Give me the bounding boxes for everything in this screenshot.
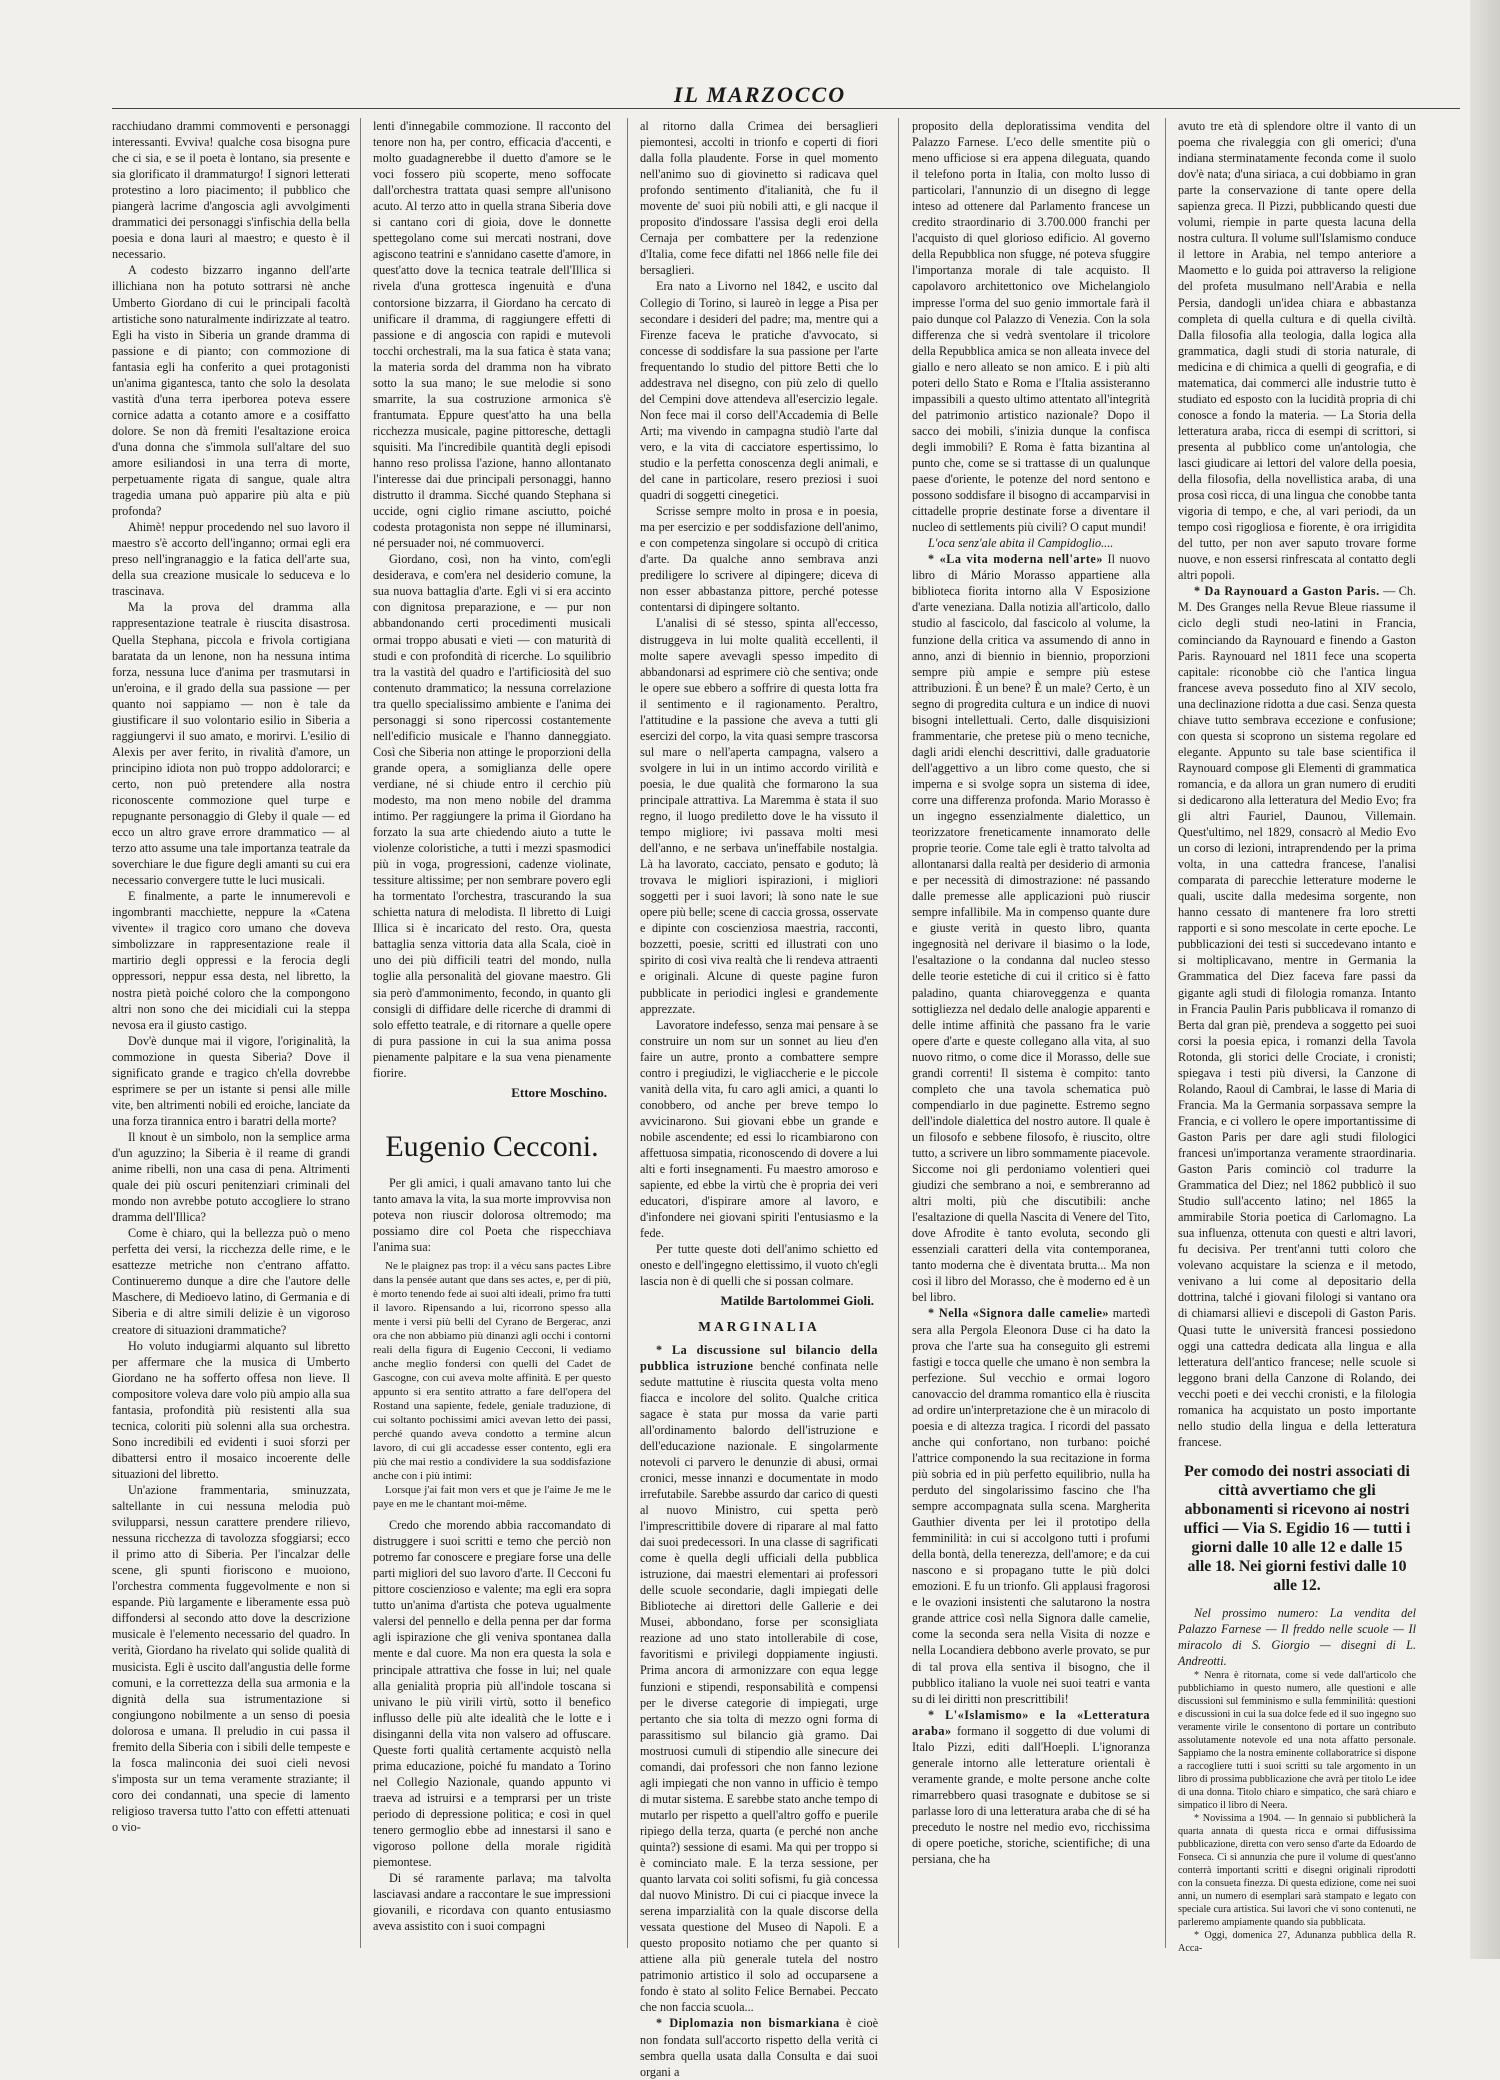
masthead: IL MARZOCCO [673,82,847,107]
note: * Novissima a 1904. — In gennaio si pubblicherà la quarta annata di questa ricca e ormai diffusissima pubblicazione, diretta con vero senso d'arte da Edoardo de Fonseca. Ci si annunzia che pure il volume di quest'anno conterrà importanti scritti e disegni originali riprodotti con la consueta finezza. Di questa edizione, come nei suoi anni, un numero di esemplari sarà stampato e legato con speciale cura artistica. Sui lavori che vi sono contenuti, ne parleremo ampiamente quando sia pubblicata. [1178,1813,1416,1929]
paragraph: Credo che morendo abbia raccomandato di distruggere i suoi scritti e temo che perciò non potremo far conoscere e pregiare forse una delle parti migliori del suo lavoro d'arte. Il Cecconi fu pittore coscienzioso e valente; ma egli era sopra tutto un'anima d'artista che poteva ugualmente valersi del pennello e della penna per dar forma agli ispirazione che gli veniva spontanea dalla mente e dal cuore. Ma non era questa la sola e principale attrattiva che fosse in lui; nel quale alla genialità propria più all'indole toscana si univano le più virili virtù, sotto il benefico influsso delle più alte idealità che le lotte e i disinganni della vita non valsero ad offuscare. Queste forti qualità certamente acquistò nella prima educazione, poiché fu mandato a Torino nel Collegio Nazionale, quando appunto vi traeva ad istruirsi e a temprarsi per un triste periodo di depressione politica; e così in quel tenero germoglio ebbe ad innestarsi il sano e vigoroso pollone della morale rigidità piemontese. [373,1518,611,1870]
column-4 [912,118,1150,1867]
item-text: — Ch. M. Des Granges nella Revue Bleue riassume il ciclo degli studi neo-latini in Francia, cominciando da Raynouard e finendo a Gaston Paris. Raynouard nel 1811 fece una scoperta capitale: riconobbe ciò che l'antica lingua francese aveva posseduto fino al XIV secolo, una declinazione ridotta a due casi. Senza questa chiave tutto sembrava eccezione e confusione; con questa si scoprono un sistema regolare ed elegante. Appunto su tale base scientifica il Raynouard compose gli Elementi di grammatica romancia, e da allora un gran numero di eruditi si dedicarono alla letteratura del Medio Evo; fra gli altri Fauriel, Daunou, Villemain. Quest'ultimo, nel 1829, consacrò al Medio Evo un corso di lezioni, intraprendendo per la prima volta, in una cattedra francese, l'analisi comparata di parecchie letterature moderne le quali, uscite dalla medesima sorgente, non hanno cessato di mantenere fra loro stretti rapporti e si sono mescolate in certe epoche. Le pubblicazioni dei testi si succedevano intanto e si moltiplicavano, mentre in Germania la Grammatica del Diez faceva fare passi da gigante agli studi di filologia romanza. Intanto in Francia Paulin Paris pubblicava il romanzo di Berta dal gran piè, prendeva a soggetto pei suoi corsi la poesia epica, i romanzi della Tavola Rotonda, gli storici delle Crociate, i cronisti; spiegava i testi più diversi, la Canzone di Rolando, Raoul di Cambrai, le lasse di Maria di Francia. Ma la Germania sorpassava sempre la Francia, e ci vollero le opere importantissime di Gaston Paris per dare agli studi filologici francesi un'importanza veramente straordinaria. Gaston Paris cominciò col tradurre la Grammatica del Diez; nel 1862 pubblicò il suo Studio sull'accento latino; nel 1865 la ammirabile Storia poetica di Carlomagno. La sua influenza, ottenuta con questi e altri lavori, fu decisiva. Per trent'anni tutti coloro che volevano acquistare la scienza e il metodo, venivano a lui come al depositario della dottrina, talché i giovani filologi si vantano ora di chiamarsi allievi e discepoli di Gaston Paris. Quasi tutte le università francesi possiedono oggi una cattedra dedicata alla lingua e alla letteratura dell'antico francese; nelle scuole si leggono brani della Canzone di Rolando, dei vecchi poeti e dei vecchi cronisti, e la filologia romanica ha acquistato un posto importante nello studio della lingua e della letteratura francese. [1178,584,1417,1449]
header-rule [112,108,1460,109]
paragraph: Scrisse sempre molto in prosa e in poesia, ma per esercizio e per soddisfazione dell'animo, e con competenza singolare si occupò di critica d'arte. Da qualche anno sembrava anzi prediligere lo scrivere al dipingere; diceva di non esser abbastanza pittore, perché potesse contentarsi di dipingere soltanto. [640,504,878,615]
paragraph: A codesto bizzarro inganno dell'arte illichiana non ha potuto sottrarsi nè anche Umberto Giordano di cui le principali facoltà artistiche sono naturalmente indirizzate al teatro. Egli ha visto in Siberia un grande dramma di passione e di pianto; con commozione di fantasia egli ha conferito a quei protagonisti un'anima gigantesca, tanto che solo la desolata vastità d'una terra iperborea poteva essere cornice adatta a cotanto amore e a cosiffatto dolore. Se non dà fremiti l'esaltazione eroica d'una donna che s'immola sull'altare del suo amore esiliandosi in una terra di morte, perpetuamente rigata di sangue, quale altra tragedia umana può apparire più alta e più profonda? [112,263,350,519]
column-1 [112,118,350,1946]
item-heading: * «La vita moderna nell'arte» [928,552,1103,567]
obituary-title: Eugenio Cecconi. [385,1129,599,1163]
column-divider [627,118,628,1948]
item-text: Il nuovo libro di Mário Morasso appartiene alla biblioteca fiorita intorno alla V Esposizione d'arte veneziana. Dalla notizia all'articolo, dallo studio al fascicolo, dal fascicolo al volume, la funzione della critica va assumendo di anno in anno, anzi di biennio in biennio, proporzioni sempre più ampie e sempre più estese attribuzioni. È un bene? È un male? Certo, è un segno di progredita cultura e un indice di nuovi bisogni intellettuali. Certo, dalle disquisizioni frammentarie, che pretese più o meno tecniche, dagli aridi elenchi descrittivi, dalle graduatorie dell'aggettivo a un libro come questo, che si imperna e si svolge sopra un sistema di idee, corre una differenza profonda. Mario Morasso è un ingegno essenzialmente dialettico, un teorizzatore freneticamente innamorato delle proprie teorie. Come tale egli è tratto talvolta ad allontanarsi dalla realtà per desiderio di armonia e per necessità di dimostrazione: né passando dalle premesse alle applicazioni può riuscir sempre infallibile. Ma in compenso quante dure e giuste verità in questo libro, quanta ingegnosità nel derivare il biasimo o la lode, l'esaltazione o la condanna dal nucleo stesso delle teorie estetiche di cui il critico si è fatto paladino, quanta chiaroveggenza e quanta sottigliezza nel dedalo delle analogie apparenti e delle intime affinità che passano fra le varie opere d'arte e queste collegano alla vita, al suo nuovo ritmo, o come dice il Morasso, delle sue grandi correnti! Il sistema è compito: tanto completo che una tavola schematica può compendiarlo in due paginette. Estremo segno dell'indole dialettica del nostro autore. Il quale è un filosofo e sebbene filosofo, è riuscito, oltre tutto, a scrivere un libro sommamente piacevole. Siccome noi gli perdoniamo volentieri quei giudizi che sembrano a noi, e sembreranno ad altri molti, più che discutibili: anche l'esaltazione di quella Nascita di Venere del Tito, dove Afrodite è tanto evoluta, secondo gli essenziali caratteri della vita contemporanea, tanto moderna che è diventata brutta... Ma non così il libro del Morasso, che è moderno ed è un bel libro. [912,552,1151,1305]
paragraph: Dov'è dunque mai il vigore, l'originalità, la commozione in questa Siberia? Dove il significato grande e tragico ch'ella dovrebbe esprimere se per un istante si pensi alle mille vite, ben altrimenti nobili ed eroiche, lanciate da una forza tirannica entro i baratri della morte? [112,1033,350,1128]
paragraph: avuto tre età di splendore oltre il vanto di un poema che rivaleggia con gli omerici; d'una indiana sterminatamente feconda come il suolo dov'è nata; d'una siriaca, a cui dobbiamo in gran parte la conservazione di tante opere della sapienza greca. Il Pizzi, pubblicando questi due volumi, riempie in parte questa lacuna della nostra cultura. Il volume sull'Islamismo conduce il lettore in Arabia, nel tempo anteriore a Maometto e lo guida poi attraverso la religione del profeta musulmano nell'Arabia e nella Persia, dandogli un'idea chiara e abbastanza completa di quella cultura e di quella civiltà. Dalla filosofia alla teologia, dalla logica alla grammatica, dagli studi di storia naturale, di medicina e di chimica a quelli di geografia, e di matematica, dai commerci alle industrie tutto è studiato ed esposto con la lucidità propria di chi conosce a fondo la materia. — La Storia della letteratura araba, ricca di esempi di scrittori, si presenta al pubblico come un'antologia, che lasci giudicare ai lettori del valore della poesia, della filosofia, della novellistica araba, di una prosa così ricca, di una lingua che conobbe tanta vigoria di tempo, e che, al vari periodi, da un tempo così rigogliosa e fiorente, è ora irrigidita del tutto, per non aver saputo trovare forme nuove, e non essersi rinfrescata al contatto degli altri popoli. [1178,119,1416,583]
section-title: MARGINALIA [698,1319,820,1335]
page-fold-shadow [1470,0,1500,1959]
article-signature: Ettore Moschino. [511,1084,607,1100]
paragraph: Per gli amici, i quali amavano tanto lui che tanto amava la vita, la sua morte improvvisa non poteva non riuscir dolorosa oltremodo; ma possiamo dire col Poeta che rispecchiava l'anima sua: [373,1175,611,1255]
item-heading: * L'«Islamismo» e la «Letteratura araba» [912,1707,1150,1738]
paragraph: Giordano, così, non ha vinto, com'egli desiderava, e com'era nel desiderio comune, la sua nuova battaglia d'arte. Egli vi si era accinto con dignitosa preparazione, e — pur non abbandonando certi procedimenti musicali ormai troppo abusati e vieti — con maturità di studi e con profondità di ricerche. Lo squilibrio tra la vastità del quadro e l'artificiosità del suo contenuto drammatico; la nessuna correlazione tra quello specialissimo ambiente e l'anima dei personaggi si sono ripercossi costantemente nell'edificio musicale e l'hanno danneggiato. Così che Siberia non attinge le proporzioni della grande opera, a somiglianza delle opere verdiane, né si chiude entro il cerchio più modesto, ma non meno nobile del dramma intimo. Per raggiungere la prima il Giordano ha forzato la sua arte chiedendo aiuto a tutte le violenze coloristiche, a tutti i mezzi spasmodici più in voga, progressioni, cadenze violinate, tessiture altissime; per non sembrare povero egli ha tormentato l'orchestra, trascurando la sua schietta natura di melodista. Il libretto di Luigi Illica si è incaricato del resto. Ora, questa battaglia senza vittoria data alla Scala, cioè in uno dei più difficili teatri del mondo, nulla toglie alla personalità del giovane maestro. Gli sia però d'ammonimento, fecondo, in quanto gli consigli di diffidare delle ricerche di drammi di solo effetto teatrale, e di ritornare a quelle opere di pura passione in cui la sua anima possa pienamente palpitare e la sua vena pienamente fiorire. [373,552,611,1080]
quote-text: Ne le plaignez pas trop: il a vécu sans pactes Libre dans la pensée autant que dans ses actes, e, per di più, è morto tenendo fede ai suoi alti ideali, primo fra tutti il lavoro. Ripensando a lui, ricorrono spesso alla mente i versi più belli del Cyrano de Bergerac, anzi ora che non abbiamo più dinanzi agli occhi i contorni reali della figura di Eugenio Cecconi, li vediamo anche meglio fondersi con quelli del Cadet de Gascogne, con cui aveva molte affinità. E per questo appunto si era sentito attratto a fare dell'opera del Rostand una sapiente, fedele, geniale traduzione, di cui soltanto pochissimi amici avevan letto dei passi, perché quando aveva condotto a termine alcun lavoro, di cui gli accadesse esser contento, egli era più che mai restio a condividere la sua soddisfazione anche con i più intimi: [373,1260,611,1483]
quote-text: Lorsque j'ai fait mon vers et que je l'aime Je me le paye en me le chantant moi-même. [373,1484,611,1511]
column-divider [360,118,361,1948]
item-heading: * La discussione sul bilancio della pubblica istruzione [640,1342,878,1373]
item-heading: * Nella «Signora dalle camelie» [928,1306,1109,1321]
paragraph: Come è chiaro, qui la bellezza può o meno perfetta dei versi, la ricchezza delle rime, e le esattezze metriche non c'entrano affatto. Continueremo dunque a dire che l'autore delle Maschere, di Medioevo latino, di Germania e di Siberia e di altre simili delizie è un vigoroso creatore di situazioni drammatiche? [112,1226,350,1337]
paragraph: Lavoratore indefesso, senza mai pensare à se construire un nom sur un sonnet au lieu d'en faire un autre, pronto a combattere sempre contro i pregiudizi, le vigliaccherie e le piccole vanità della vita, fu caro agli amici, a quanti lo conobbero, od anche per breve tempo lo avvicinarono. Sui giovani ebbe un grande e nobile ascendente; ed essi lo ricambiarono con affettuosa simpatia, riconoscendo di dovere a lui alti e forti insegnamenti. Fu maestro amoroso e sapiente, ed ebbe la virtù che è propria dei veri educatori, d'ispirare amore al lavoro, e d'infondere nei giovani spiriti l'entusiasmo e la fede. [640,1017,878,1241]
note: * Oggi, domenica 27, Adunanza pubblica della R. Acca- [1178,1930,1416,1955]
item-heading: * Diplomazia non bismarkiana [656,2016,840,2031]
quotation [373,1259,611,1511]
paragraph: L'analisi di sé stesso, spinta all'eccesso, distruggeva in lui molte qualità eccellenti, il molte sapere avevagli spesso impedito di abbandonarsi ad esprimere ciò che sentiva; onde le opere sue ebbero a soffrire di questa lotta fra il sentimento e il ragionamento. Peraltro, l'attitudine e la passione che aveva a tutti gli esercizi del corpo, la vita quasi sempre trascorsa sul mare o nell'aperta campagna, valsero a svolgere in lui in un intimo accordo virilità e poesia, le due qualità che formarono la sua principale attrattiva. La Maremma è stata il suo regno, il luogo prediletto dove le ha vissuto il tempo migliore; ivi passava molti mesi dell'anno, e ne serbava un'ineffabile nostalgia. Là ha lavorato, cacciato, pensato e goduto; là trovava le migliori ispirazioni, i migliori soggetti per i suoi lavori; là sono nate le sue opere più belle; scene di caccia grossa, osservate e dipinte con coscienziosa maestria, racconti, bozzetti, poesie, scritti ed illustrati con uno spirito di così viva realtà che li rendeva attraenti e originali. Alcune di queste pagine furon pubblicate in periodici inglesi e grandemente apprezzate. [640,616,878,1016]
paragraph: Un'azione frammentaria, sminuzzata, saltellante in cui nessuna melodia può svilupparsi, nessun carattere prendere rilievo, nessuna ricchezza di tavolozza sfoggiarsi; ecco il primo atto di Siberia. Per l'incalzar delle scene, gli spunti fioriscono e muoiono, l'orchestra commenta fuggevolmente e non si espande. Più largamente e liberamente essa può diffondersi al secondo atto dove la descrizione musicale è l'elemento necessario del quadro. In verità, Giordano ha rivelato qui solide qualità di musicista. Egli è uscito dall'angustia delle forme comuni, e la correttezza della sua armonia e la dignità della sua istrumentazione si congiungono nobilmente a un senso di poesia dolorosa e umana. Il preludio in cui passa il fremito della Siberia con i sibili delle tempeste e la fosca malinconia dei suoi cieli nevosi s'imposta sur un tema veramente straziante; il coro dei condannati, una specie di lamento religioso traversa tutto l'atto con effetti attenuati o vio- [112,1482,350,1834]
paragraph: racchiudano drammi commoventi e personaggi interessanti. Evviva! qualche cosa bisogna pure che ci sia, e se il poeta è lontano, sia presente e sia glorificato il drammaturgo! I signori letterati protestino a loro piacimento; il pubblico che piangerà lacrime d'angoscia agli avvolgimenti drammatici dei personaggi s'infischia della bella poesia e dona lauri al maestro; e questo è il necessario. [112,119,350,262]
article-signature: Matilde Bartolommei Gioli. [720,1293,874,1309]
paragraph: Ho voluto indugiarmi alquanto sul libretto per affermare che la musica di Umberto Giordano ne ha sofferto offesa non lieve. Il compositore voleva dare volo più ampio alla sua fantasia, profondità più resistenti alla sua tecnica, coloriti più solenni alla sua orchestra. Sono incredibili ed evidenti i suoi sforzi per dibattersi entro il mosaico incoerente delle situazioni del libretto. [112,1338,350,1481]
item-text: benché confinata nelle sedute mattutine è riuscita questa volta meno fiacca e incolore del solito. Qualche critica sagace è stata pur mossa da varie parti all'ordinamento balordo dell'istruzione e dell'educazione nazionale. E singolarmente notevoli ci parvero le denunzie di abusi, ormai cronici, messe innanzi e documentate in modo irrefutabile. Sarebbe assurdo dar carico di questi al nuovo Ministro, cui spetta però l'imprescrittibile dovere di riparare al mal fatto dai suoi predecessori. In una classe di sagrificati come è quella degli ufficiali della pubblica istruzione, dai maestri elementari ai professori delle scuole secondarie, dagli impiegati delle Biblioteche ai direttori delle Gallerie e dei Musei, abbondano, forse per sconsigliata reazione ad uno stato intollerabile di cose, favoritismi e privilegi doppiamente ingiusti. Prima ancora di armonizzare con equa legge funzioni e stipendi, responsabilità e compensi per le diverse categorie di impiegati, urge pertanto che sia tolta di mezzo ogni forma di parassitismo sul bilancio già gramo. Dai mostruosi cumuli di stipendio alle sinecure dei comandi, dai professori che non fanno lezione agli impiegati che non vanno in ufficio è tempo di mutar sistema. E sarebbe stato anche tempo di mutarlo per rispetto a quell'altro goffo e puerile ripiego della terza, quarta (e perché non anche quinta?) sessione di esami. Ma qui per troppo si è cominciato male. E la terza sessione, per quanto larvata coi soliti sofismi, fu già concessa dal nuovo Ministro. Di cui ci piacque invece la serena imparzialità con la quale discorse della vessata questione del Museo di Napoli. E a questo proposito notiamo che per quanto si attiene alla più generale tutela del nostro patrimonio artistico il solo ad occuparsene a fondo è stato al solito Felice Bernabei. Peccato che non faccia scuola... [640,1358,878,2015]
subscription-notice: Per comodo dei nostri associati di città avvertiamo che gli abbonamenti si ricevono ai nostri uffici — Via S. Egidio 16 — tutti i giorni dalle 10 alle 12 e dalle 15 alle 18. Nei giorni festivi dalle 10 alle 12. [1183,1462,1411,1594]
paragraph: lenti d'innegabile commozione. Il racconto del tenore non ha, per contro, efficacia d'accenti, e molto guadagnerebbe il duetto d'amore se le voci fossero più scoperte, meno soffocate dall'orchestra trattata quasi sempre all'unisono acuto. Al terzo atto in quella strana Siberia dove si cantano cori di gioia, dove le donnette spettegolano come sui mercati nostrani, dove agiscono teatrini e s'annidano casette d'amore, in quest'atto dove la tecnica teatrale dell'Illica si rivela d'una grottesca ingenuità e d'una contorsione bizzarra, il Giordano ha cercato di unificare il dramma, di raggiungere effetti di passione e di angoscia con rapidi e mutevoli tocchi orchestrali, ma la sua fatica è stata vana; la materia sorda del dramma non ha vibrato sotto la sua mano; le sue melodie si sono smarrite, la sua costruzione armonica s'è frantumata. Eppure quest'atto ha una bella ricchezza musicale, pagine pittoresche, dettagli squisiti. Ma l'incredibile quantità degli episodi hanno reso prolissa l'azione, hanno allontanato l'interesse dai due principali personaggi, hanno distrutto il dramma. Sicché quando Stephana si uccide, ogni ciglio rimane asciutto, poiché codesta protagonista non seppe né illuminarsi, né persuader noi, né commuoverci. [373,119,611,551]
column-2 [373,118,611,1934]
paragraph: Il knout è un simbolo, non la semplice arma d'un aguzzino; la Siberia è il reame di grandi anime ribelli, non una casa di pena. Altrimenti quale dei più oscuri penitenziari criminali del mondo non avrebbe potuto accogliere lo strano dramma dell'Illica? [112,1129,350,1225]
column-divider [1165,118,1166,1948]
column-divider [898,118,899,1948]
column-3 [640,118,878,2080]
paragraph: Ma la prova del dramma alla rappresentazione teatrale è riuscita disastrosa. Quella Stephana, piccola e frivola cortigiana baratata da un lenone, non ha nessuna intima forza, nessuna luce d'anima per trasmutarsi in un'eroina, e il grado della sua passione — per quanto noi sappiamo — non è tale da giustificare il suo volontario esilio in Siberia a raggiungervi il suo amato, e morirvi. L'esilio di Alexis per aver ferito, in rivalità d'amore, un principino idiota non può troppo addolorarci; e certo, non può pretendere alla nostra riconoscente commozione quel turpe e repugnante personaggio di Gleby il quale — ed ecco un altro grave errore drammatico — al terzo atto assume una tale importanza teatrale da soverchiare le due figure degli amanti su cui era necessario convergere tutte le luci musicali. [112,600,350,888]
column-5 [1178,118,1417,1955]
paragraph: Ahimè! neppur procedendo nel suo lavoro il maestro s'è accorto dell'inganno; ormai egli era preso nell'ingranaggio e la fatica dell'arte sua, della sua creazione musicale lo seduceva e lo trascinava. [112,520,350,599]
paragraph: al ritorno dalla Crimea dei bersaglieri piemontesi, accolti in trionfo e coperti di fiori dalla folla plaudente. Forse in quel momento nell'animo suo di giovinetto si radicava quel profondo sentimento d'italianità, che fu il movente de' suoi più nobili atti, e gli nacque il proposito d'indossare l'assisa degli eroi della Cernaja per combattere per la redenzione d'Italia, come fece difatti nel 1866 nelle file dei bersaglieri. [640,119,878,278]
note: * Nenra è ritornata, come si vede dall'articolo che pubblichiamo in questo numero, alle questioni e alle discussioni sul femminismo e sulla femminilità: questioni e discussioni in cui la sua dolce fede ed il suo ingegno suo veramente virile le consentono di portare un contributo assolutamente notevole ed una nota affatto personale. Sappiamo che la nostra eminente collaboratrice si dispone a raccogliere tutti i suoi scritti su tale argomento in un libro di prossima pubblicazione che avrà per titolo Le idee di una donna. Titolo chiaro e simpatico, che sarà chiaro e simpatico il libro di Neera. [1178,1670,1416,1812]
next-issue: Nel prossimo numero: La vendita del Palazzo Farnese — Il freddo nelle scuole — Il miracolo di S. Giorgio — disegni di L. Andreotti. [1178,1605,1416,1669]
item-text: martedì sera alla Pergola Eleonora Duse ci ha dato la prova che l'arte sua ha conseguito gli estremi fastigi e tocca quelle che umano è non sembra la perfezione. Sul vecchio e ormai logoro canovaccio del dramma romantico ella è riuscita ad ordire un'interpretazione che è un miracolo di poesia e di altezza tragica. I ricordi del passato anche qui confortano, non turbano: poiché l'attrice componendo la sua recitazione in forma più sobria ed in più perfetto equilibrio, nulla ha perduto del singolarissimo fascino che l'ha sempre accompagnata sulla scena. Margherita Gauthier diventa per lei il prototipo della femminilità: in cui si accolgono tutti i profumi della bontà, della tenerezza, dell'amore; e da cui nascono e si propagano tutte le più dolci emozioni. E fu un trionfo. Gli applausi fragorosi e le ovazioni insistenti che salutarono la nostra grande attrice così nella Signora dalle camelie, come la seconda sera nella Visita di nozze e nella Locandiera debbono averle provato, se pur di tal prova ella sentiva il bisogno, che il pubblico italiano la vuole nei suoi teatri e vanta su di lei diritti non prescrittibili! [912,1306,1150,1706]
small-notes [1178,1669,1416,1955]
item-text: formano il soggetto di due volumi di Italo Pizzi, editi dall'Hoepli. L'ignoranza generale intorno alle letterature orientali è veramente grande, e molte persone anche colte rimarrebbero quasi trasognate e dubitose se si parlasse loro di una letteratura araba che di sé ha preceduto le nostre nel medio evo, ricchissima di opere poetiche, storiche, scientifiche; di una persiana, che ha [912,1723,1151,1867]
paragraph: Per tutte queste doti dell'animo schietto ed onesto e dell'ingegno elettissimo, il vuoto ch'egli lascia non è di quelli che si possan colmare. [640,1242,878,1289]
paragraph: proposito della deploratissima vendita del Palazzo Farnese. L'eco delle smentite più o meno ufficiose si era appena dileguata, quando il telefono porta in Italia, con molto lusso di particolari, l'annunzio di un disegno di legge inteso ad ottenere dal Parlamento francese un credito straordinario di 3.700.000 franchi per l'acquisto di quel glorioso edificio. Al governo della Repubblica non sfugge, né poteva sfuggire l'importanza morale di tale acquisto. Il capolavoro architettonico ove Michelangiolo impresse l'orma del suo genio immortale farà il paio dunque col Palazzo di Venezia. Con la sola differenza che si vedrà sventolare il tricolore della Repubblica amica se non alleata invece del giallo e nero alleato se non amico. E i più alti poteri dello Stato e Roma e l'Italia assisteranno impassibili a questo ultimo attentato all'integrità del patrimonio artistico nazionale? Dopo il sacco dei mobili, s'inizia dunque la confisca degli immobili? E Roma è fatta bizantina al punto che, come se si trattasse di un qualunque paese d'oriente, le potenze del nord sentono e possono soddisfare il bisogno di accamparvisi in cittadelle proprie destinate forse a diventare il nucleo di settlements più civili? O caput mundi! [912,119,1150,535]
paragraph: Di sé raramente parlava; ma talvolta lasciavasi andare a raccontare le sue impressioni giovanili, e ricordava con quanto entusiasmo aveva assistito con i suoi compagni [373,1871,611,1934]
paragraph: L'oca senz'ale abita il Campidoglio.... [928,536,1114,551]
item-text: è cioè non fondata sull'accorto rispetto della verità ci sembra quella usata dalla Consulta e dai suoi organi a [640,2016,878,2079]
item-heading: * Da Raynouard a Gaston Paris. [1194,584,1380,599]
paragraph: E finalmente, a parte le innumerevoli e ingombranti macchiette, neppure la «Catena vivente» il tragico coro umano che doveva simbolizzare in rappresentazione reale il martirio degli oppressi e la ferocia degli oppressori, neppur essa desta, nel libretto, la nostra pietà poiché coloro che la compongono altri non sono che dei micidiali cui la steppa nevosa era il giusto castigo. [112,889,350,1032]
paragraph: Era nato a Livorno nel 1842, e uscito dal Collegio di Torino, si laureò in legge a Pisa per secondare i desideri del padre; ma, mentre qui a Firenze faceva le pratiche d'avvocato, si concesse di soddisfare la sua passione per l'arte frequentando lo studio del pittore Betti che lo addestrava nel disegno, con più zelo di quello del Cempini dove attendeva all'esercizio legale. Non fece mai il corso dell'Accademia di Belle Arti; ma vivendo in campagna studiò l'arte dal vero, e la vita di cacciatore espertissimo, lo studio e la perfetta conoscenza degli animali, e del cane in particolare, resero preziosi i suoi quadri di soggetti cinegetici. [640,279,878,503]
